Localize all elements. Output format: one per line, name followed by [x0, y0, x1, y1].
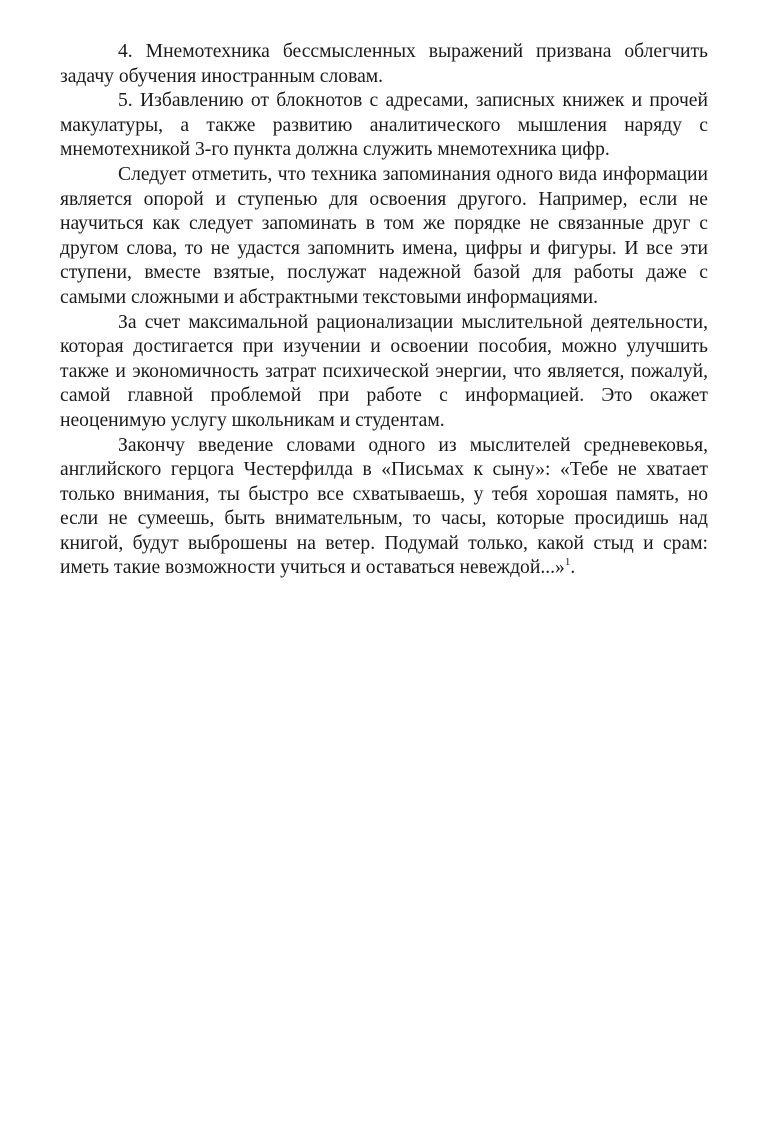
paragraph-item-5: 5. Избавлению от блокнотов с адресами, записных книжек и прочей макулатуры, а также развитию аналитического мышления наряду с мнемотехникой 3-го пункта должна служить мнемотехника цифр. — [60, 90, 708, 161]
paragraph-techniques: Следует отметить, что техника запоминания одного вида информации является опорой и ступенью для освоения другого. Например, если не научиться как следует запоминать в том же порядке не связанные друг с другом слова, то не удастся запомнить имена, цифры и фигуры. И все эти ступени, вместе взятые, послужат надежной базой для работы даже с самыми сложными и абстрактными текстовыми информациями. — [60, 163, 708, 308]
paragraph-chesterfield-quote: Закончу введение словами одного из мыслителей средневековья, английского герцога Честерфилда в «Письмах к сыну»: «Тебе не хватает только внимания, ты быстро все схватываешь, у тебя хорошая память, но если не сумеешь, быть внимательным, то часы, которые просидишь над книгой, будут выброшены на ветер. Подумай только, какой стыд и срам: иметь такие возможности учиться и оставаться невеждой...»$^1$. — [60, 434, 708, 579]
paragraph-rationalization: За счет максимальной рационализации мыслительной деятельности, которая достигается при изучении и освоении пособия, можно улучшить также и экономичность затрат психической энергии, что является, пожалуй, самой главной проблемой при работе с информацией. Это окажет неоценимую услугу школьникам и студентам. — [60, 311, 708, 431]
document-page — [60, 40, 708, 581]
footnote-mark: 1 — [564, 556, 571, 569]
quote-text: Закончу введение словами одного из мыслителей средневековья, английского герцога Честерфилда в «Письмах к сыну»: «Тебе не хватает только внимания, ты быстро все схватываешь, у тебя хорошая память, но если не сумеешь, быть внимательным, то часы, которые просидишь над книгой, будут выброшены на ветер. Подумай только, какой стыд и срам: иметь такие возможности учиться и оставаться невеждой...» — [60, 434, 708, 579]
paragraph-item-4: 4. Мнемотехника бессмысленных выражений призвана облегчить задачу обучения иностранным словам. — [60, 41, 708, 87]
